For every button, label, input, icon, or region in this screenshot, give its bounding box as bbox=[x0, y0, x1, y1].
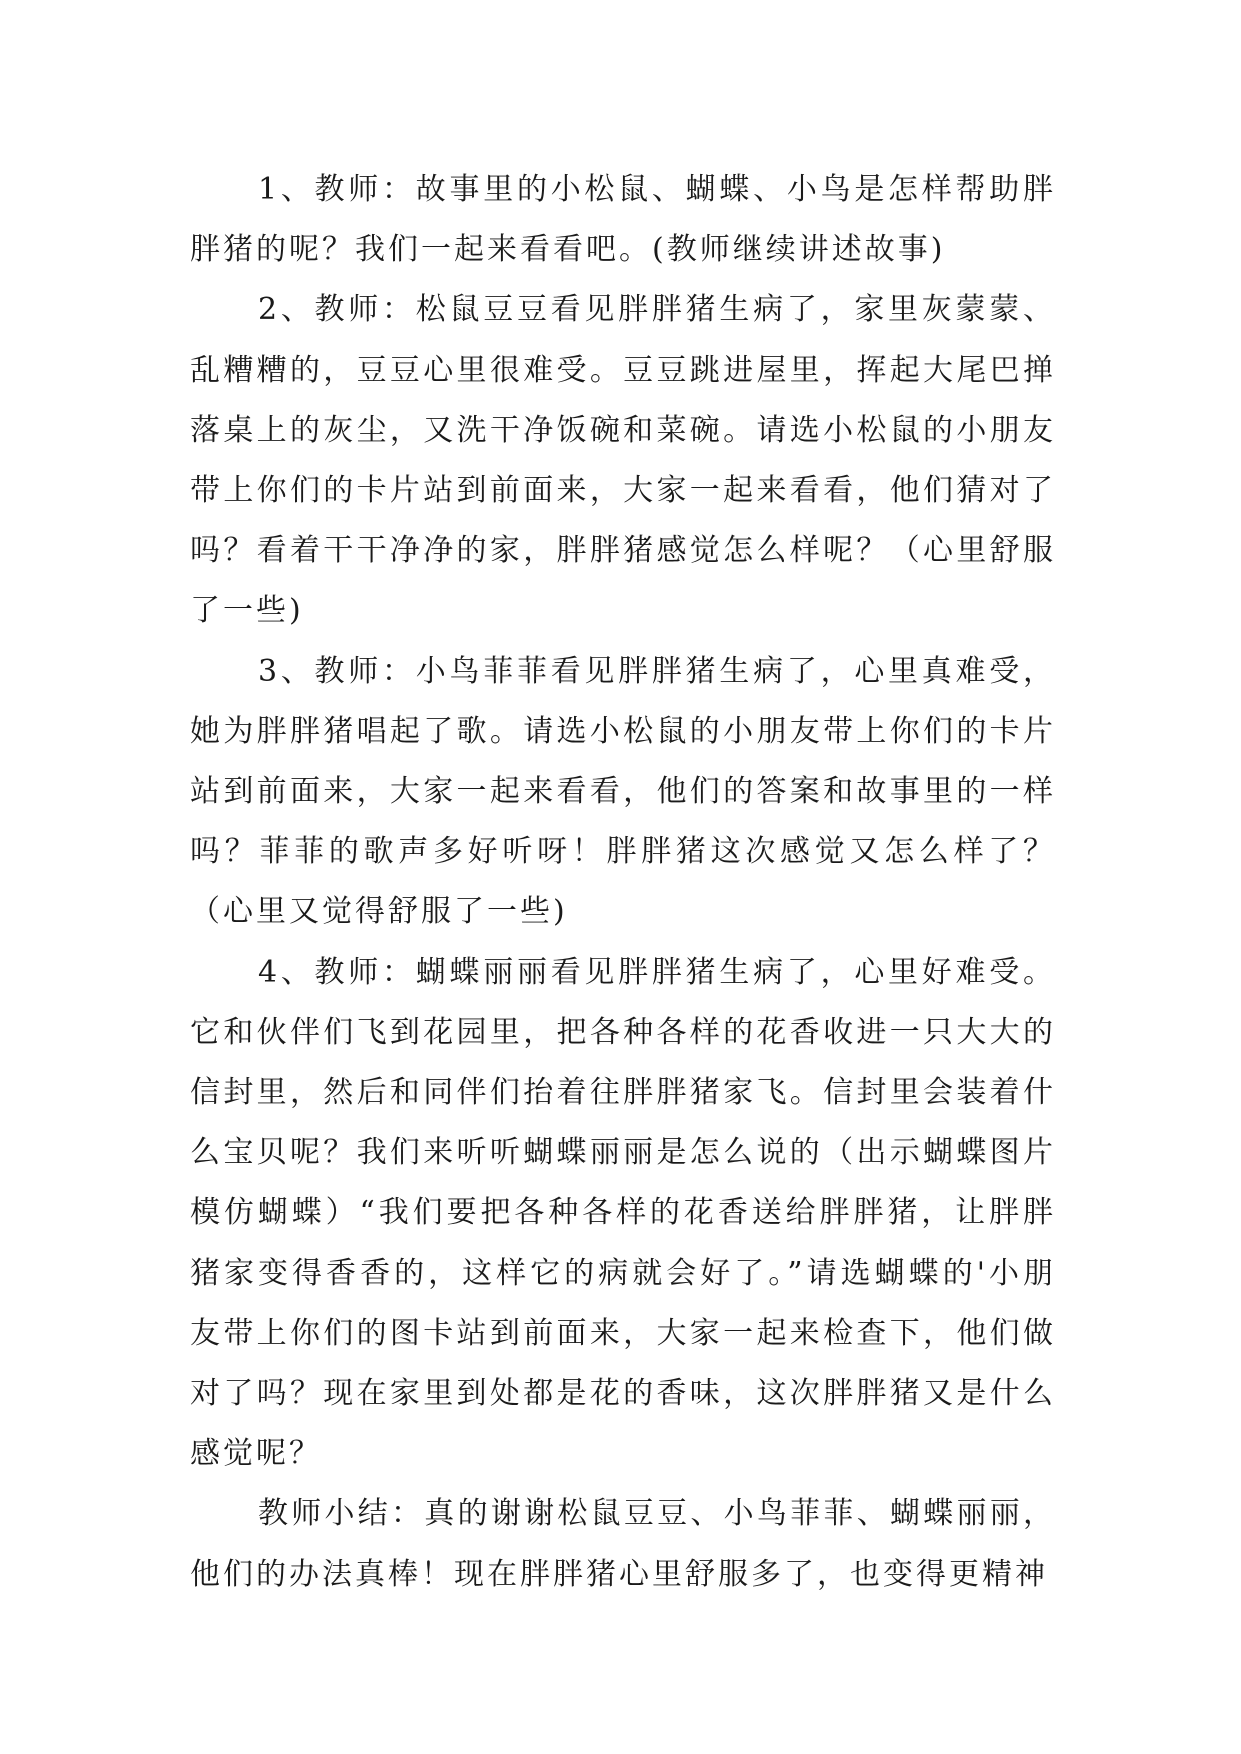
paragraph-2: 2、教师：松鼠豆豆看见胖胖猪生病了，家里灰蒙蒙、乱糟糟的，豆豆心里很难受。豆豆跳进屋里，挥起大尾巴掸落桌上的灰尘，又洗干净饭碗和菜碗。请选小松鼠的小朋友带上你们的卡片站到前面来，大家一起来看看，他们猜对了吗？看着干干净净的家，胖胖猪感觉怎么样呢？（心里舒服了一些) bbox=[190, 292, 1056, 629]
paragraph-1: 1、教师：故事里的小松鼠、蝴蝶、小鸟是怎样帮助胖胖猪的呢？我们一起来看看吧。(教师继续讲述故事) bbox=[190, 172, 1056, 268]
paragraph-summary: 教师小结：真的谢谢松鼠豆豆、小鸟菲菲、蝴蝶丽丽，他们的办法真棒！现在胖胖猪心里舒服多了，也变得更精神 bbox=[190, 1496, 1056, 1592]
paragraph-4: 4、教师：蝴蝶丽丽看见胖胖猪生病了，心里好难受。它和伙伴们飞到花园里，把各种各样的花香收进一只大大的信封里，然后和同伴们抬着往胖胖猪家飞。信封里会装着什么宝贝呢？我们来听听蝴蝶丽丽是怎么说的（出示蝴蝶图片模仿蝴蝶）“我们要把各种各样的花香送给胖胖猪，让胖胖猪家变得香香的，这样它的病就会好了。”请选蝴蝶的'小朋友带上你们的图卡站到前面来，大家一起来检查下，他们做对了吗？现在家里到处都是花的香味，这次胖胖猪又是什么感觉呢？ bbox=[190, 954, 1056, 1472]
paragraph-3: 3、教师：小鸟菲菲看见胖胖猪生病了，心里真难受，她为胖胖猪唱起了歌。请选小松鼠的小朋友带上你们的卡片站到前面来，大家一起来看看，他们的答案和故事里的一样吗？菲菲的歌声多好听呀！胖胖猪这次感觉又怎么样了？（心里又觉得舒服了一些) bbox=[190, 653, 1056, 930]
document-body bbox=[190, 160, 1056, 1605]
